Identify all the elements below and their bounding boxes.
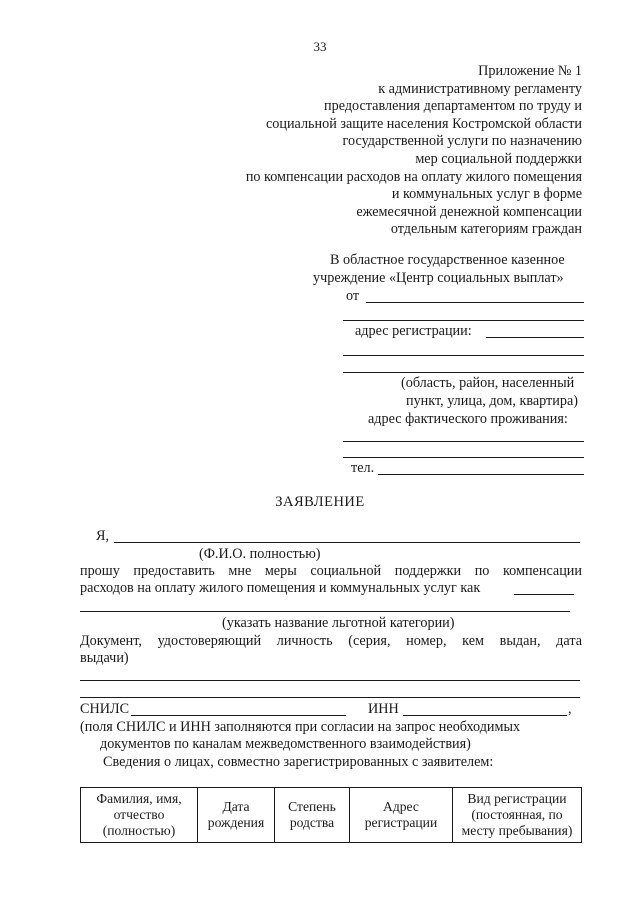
reg-address-hint-2: пункт, улица, дом, квартира) [406, 393, 578, 409]
cohabitants-table [80, 787, 582, 843]
phone-field[interactable] [378, 474, 584, 475]
reg-address-label: адрес регистрации: [355, 323, 472, 339]
inn-comma: , [568, 701, 572, 717]
reg-address-field[interactable] [486, 337, 584, 338]
inn-field[interactable] [403, 715, 567, 716]
from-field-line-2[interactable] [343, 320, 584, 321]
appendix-line: мер социальной поддержки [415, 150, 582, 167]
appendix-line: к административному регламенту [378, 80, 582, 97]
table-header-row [81, 788, 582, 843]
appendix-line: и коммунальных услуг в форме [391, 186, 582, 203]
appendix-line: ежемесячной денежной компенсации [356, 203, 582, 220]
request-line-2: расходов на оплату жилого помещения и коммунальных услуг как [80, 580, 481, 596]
reg-address-field-line-3[interactable] [343, 372, 584, 373]
fio-field[interactable] [114, 542, 580, 543]
appendix-line: социальной защите населения Костромской области [265, 115, 582, 132]
actual-address-label: адрес фактического проживания: [368, 411, 568, 427]
snils-label: СНИЛС [80, 701, 130, 717]
actual-address-field[interactable] [343, 441, 584, 442]
category-hint: (указать название льготной категории) [222, 615, 455, 631]
header-registration-type: Вид регистрации (постоянная, по месту пребывания) [453, 788, 582, 843]
phone-label: тел. [351, 460, 375, 476]
consent-line-1: (поля СНИЛС и ИНН заполняются при согласии на запрос необходимых [80, 719, 521, 735]
appendix-line: предоставления департаментом по труду и [324, 98, 582, 115]
page-number: 33 [313, 39, 327, 54]
document-field-line-2[interactable] [80, 697, 580, 698]
cohabitants-heading: Сведения о лицах, совместно зарегистрированных с заявителем: [103, 754, 494, 770]
header-registration-address: Адрес регистрации [350, 788, 453, 843]
request-line-1: прошу предоставить мне меры социальной поддержки по компенсации [80, 563, 582, 579]
fio-hint: (Ф.И.О. полностью) [199, 546, 321, 562]
appendix-line: по компенсации расходов на оплату жилого помещения [245, 168, 582, 185]
category-field-line-2[interactable] [80, 611, 570, 612]
reg-address-hint-1: (область, район, населенный [401, 375, 575, 391]
actual-address-field-line-2[interactable] [343, 457, 584, 458]
category-field[interactable] [514, 594, 574, 595]
appendix-line: отдельным категориям граждан [390, 221, 582, 238]
addressee-line-2: учреждение «Центр социальных выплат» [313, 270, 564, 286]
from-label: от [346, 288, 360, 304]
header-relationship: Степень родства [275, 788, 350, 843]
from-field[interactable] [366, 302, 584, 303]
inn-label: ИНН [368, 701, 399, 717]
header-birth-date: Дата рождения [198, 788, 275, 843]
addressee-line-1: В областное государственное казенное [330, 252, 565, 268]
document-line-2: выдачи) [80, 650, 129, 666]
document-field[interactable] [80, 680, 580, 681]
appendix-header [246, 63, 582, 239]
snils-field[interactable] [131, 715, 346, 716]
header-full-name: Фамилия, имя, отчество (полностью) [81, 788, 198, 843]
reg-address-field-line-2[interactable] [343, 355, 584, 356]
i-label: Я, [96, 528, 110, 544]
consent-line-2: документов по каналам межведомственного взаимодействия) [100, 736, 471, 752]
document-line-1: Документ, удостоверяющий личность (серия, номер, кем выдан, дата [80, 633, 582, 649]
appendix-line: государственной услуги по назначению [342, 133, 582, 150]
appendix-line: Приложение № 1 [478, 63, 582, 79]
document-title: ЗАЯВЛЕНИЕ [275, 494, 365, 510]
